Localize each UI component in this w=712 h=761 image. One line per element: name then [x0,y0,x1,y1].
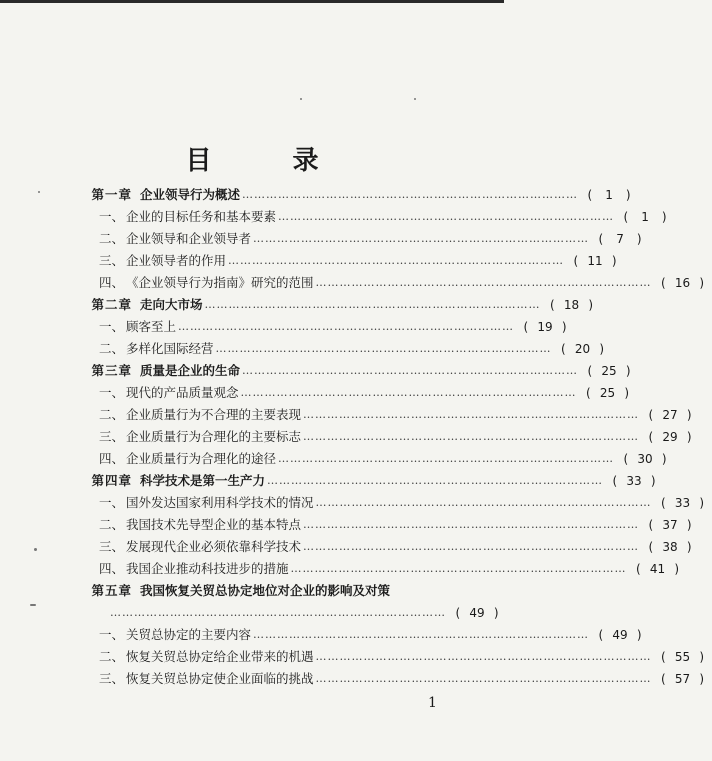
toc-page-ref: ( 16 ) [654,272,712,294]
toc-entry [70,404,692,426]
scan-speck [34,548,37,551]
toc-entry [70,360,631,382]
toc-leader-dots: ………………………………………………………………………… [215,342,552,355]
toc-leader-dots: ………………………………………………………………………… [228,254,565,267]
toc-entry-number: 二、 [98,407,124,422]
toc-page-ref: ( 55 ) [654,646,712,668]
toc-page-number: 57 [674,672,691,686]
toc-entry-title: 关贸总协定的主要内容 [126,627,252,642]
toc-entry [70,338,605,360]
toc-entry-title: 走向大市场 [140,297,203,312]
toc-entry-number: 第五章 [91,583,132,598]
toc-entry-number: 第一章 [91,187,132,202]
toc-leader-dots: ………………………………………………………………………… [303,518,640,531]
toc-page-ref: ( 29 ) [641,426,699,448]
toc-leader-dots: ………………………………………………………………………… [278,210,615,223]
toc-page-number: 37 [662,518,678,532]
toc-page-number: 7 [616,232,624,246]
toc-entry-number: 第四章 [91,473,132,488]
toc-page-ref: ( 57 ) [654,668,712,690]
toc-page-number: 38 [662,540,678,554]
toc-entry-title: 企业的目标任务和基本要素 [126,209,277,224]
toc-entry-title: 我国企业推动科技进步的措施 [126,561,289,576]
toc-entry-title: 质量是企业的生命 [140,363,241,378]
toc-entry-number: 三、 [98,671,124,686]
toc-entry [70,646,705,668]
toc-entry [70,316,567,338]
toc-entry [70,206,667,228]
toc-entry-number: 第二章 [91,297,132,312]
toc-leader-dots: ………………………………………………………………………… [303,430,640,443]
toc-entry-number: 二、 [98,649,124,664]
toc-entry [70,228,642,250]
toc-entry-number: 一、 [98,495,124,510]
toc-page-ref: ( 30 ) [616,448,674,470]
toc-entry-title: 我国技术先导型企业的基本特点 [126,517,302,532]
toc-page-number: 19 [537,320,553,334]
toc-entry-title: 企业质量行为合理化的主要标志 [126,429,302,444]
toc-page-number: 29 [662,430,678,444]
toc-entry-title: 恢复关贸总协定使企业面临的挑战 [126,671,314,686]
toc-entry [70,668,705,690]
scan-speck [300,98,302,100]
toc-entry-title: 企业领导者的作用 [126,253,227,268]
toc-entry [70,184,631,206]
toc-entry-title: 企业领导和企业领导者 [126,231,252,246]
toc-page-number: 27 [662,408,678,422]
toc-page-ref: ( 41 ) [629,558,687,580]
toc-entry [70,382,630,404]
toc-entry-title: 科学技术是第一生产力 [140,473,266,488]
toc-leader-dots: ………………………………………………………………………… [303,408,640,421]
toc-entry-title: 企业领导行为概述 [140,187,241,202]
toc-page-number: 25 [601,364,617,378]
toc-entry-number: 四、 [98,275,124,290]
toc-page-ref: ( 38 ) [641,536,699,558]
toc-entry [70,294,594,316]
toc-entry-title: 我国恢复关贸总协定地位对企业的影响及对策 [140,583,391,598]
toc-page-number: 16 [674,276,691,290]
toc-page-ref: ( 33 ) [654,492,712,514]
toc-entry-title: 顾客至上 [126,319,177,334]
toc-entry-title: 企业质量行为不合理的主要表现 [126,407,302,422]
toc-entry-title: 多样化国际经营 [126,341,214,356]
toc-leader-dots: ………………………………………………………………………… [110,606,446,619]
toc-entry [70,448,667,470]
toc-leader-dots: ………………………………………………………………………… [315,672,652,685]
toc-entry-number: 三、 [98,539,124,554]
toc-entry-title: 《企业领导行为指南》研究的范围 [126,275,314,290]
toc-page-ref: ( 37 ) [641,514,699,536]
toc-entry-number: 一、 [98,627,124,642]
toc-page-number: 18 [563,298,580,312]
toc-leader-dots: ………………………………………………………………………… [315,496,652,509]
toc-leader-dots: ………………………………………………………………………… [240,386,577,399]
toc-page-number: 55 [674,650,691,664]
toc-entry-number: 二、 [98,341,124,356]
toc-entry [70,624,642,646]
toc-page-number: 25 [599,386,616,400]
toc-entry-title: 现代的产品质量观念 [126,385,239,400]
toc-entry [70,514,692,536]
scan-speck [414,98,416,100]
toc-entry-title: 发展现代企业必须依靠科学技术 [126,539,302,554]
toc-page-ref: ( 1 ) [580,184,638,206]
toc-entry-number: 二、 [98,231,124,246]
toc-page-number: 41 [649,562,666,576]
toc-page-number: 11 [587,254,603,268]
toc-entry-number: 四、 [98,561,124,576]
toc-leader-dots: ………………………………………………………………………… [204,298,541,311]
toc-page-number: 49 [469,606,485,620]
toc-page-ref: ( 25 ) [579,382,637,404]
toc-entry [70,536,692,558]
toc-page-number: 30 [637,452,653,466]
scan-speck [30,604,36,606]
toc-page-number: 33 [626,474,642,488]
toc-leader-dots: ………………………………………………………………………… [303,540,640,553]
toc-entry-number: 一、 [98,209,124,224]
toc-leader-dots: ………………………………………………………………………… [242,188,579,201]
toc-entry [70,492,705,514]
toc-entry [70,602,499,624]
toc-page-ref: ( 11 ) [566,250,624,272]
toc-entry [70,580,442,602]
toc-leader-dots: ………………………………………………………………………… [242,364,579,377]
toc-page-ref: ( 33 ) [605,470,663,492]
toc-entry-number: 三、 [98,253,124,268]
toc-entry-number: 一、 [98,319,124,334]
page-title: 目 录 [185,146,355,176]
toc-leader-dots: ………………………………………………………………………… [178,320,515,333]
toc-leader-dots: ………………………………………………………………………… [253,628,590,641]
toc-entry [70,558,680,580]
toc-entry-number: 三、 [98,429,124,444]
toc-page-number: 49 [612,628,628,642]
table-of-contents [70,184,705,690]
toc-page-ref: ( 20 ) [554,338,612,360]
toc-entry-number: 一、 [98,385,124,400]
toc-page-ref: ( 18 ) [543,294,601,316]
toc-page-ref: ( 25 ) [580,360,638,382]
top-edge-rule [0,0,504,3]
toc-page-number: 20 [574,342,591,356]
toc-entry-title: 企业质量行为合理化的途径 [126,451,277,466]
toc-page-number: 33 [674,496,691,510]
scan-speck [38,191,40,193]
page-number: 1 [428,695,437,711]
toc-entry-number: 二、 [98,517,124,532]
toc-entry [70,272,705,294]
toc-leader-dots: ………………………………………………………………………… [267,474,604,487]
toc-entry-number: 四、 [98,451,124,466]
toc-entry-title: 国外发达国家利用科学技术的情况 [126,495,314,510]
toc-leader-dots: ………………………………………………………………………… [290,562,627,575]
toc-page-ref: ( 49 ) [591,624,649,646]
toc-leader-dots: ………………………………………………………………………… [253,232,590,245]
toc-page-ref: ( 49 ) [448,602,506,624]
toc-entry [70,250,617,272]
toc-leader-dots: ………………………………………………………………………… [278,452,615,465]
toc-leader-dots: ………………………………………………………………………… [315,276,652,289]
toc-entry [70,470,656,492]
toc-page-number: 1 [641,210,649,224]
toc-entry [70,426,692,448]
toc-leader-dots: ………………………………………………………………………… [315,650,652,663]
toc-page-ref: ( 19 ) [516,316,574,338]
toc-entry-title: 恢复关贸总协定给企业带来的机遇 [126,649,314,664]
toc-entry-number: 第三章 [91,363,132,378]
toc-page-ref: ( 7 ) [591,228,649,250]
toc-page-number: 1 [605,188,613,202]
toc-page-ref: ( 1 ) [616,206,674,228]
toc-page-ref: ( 27 ) [641,404,699,426]
